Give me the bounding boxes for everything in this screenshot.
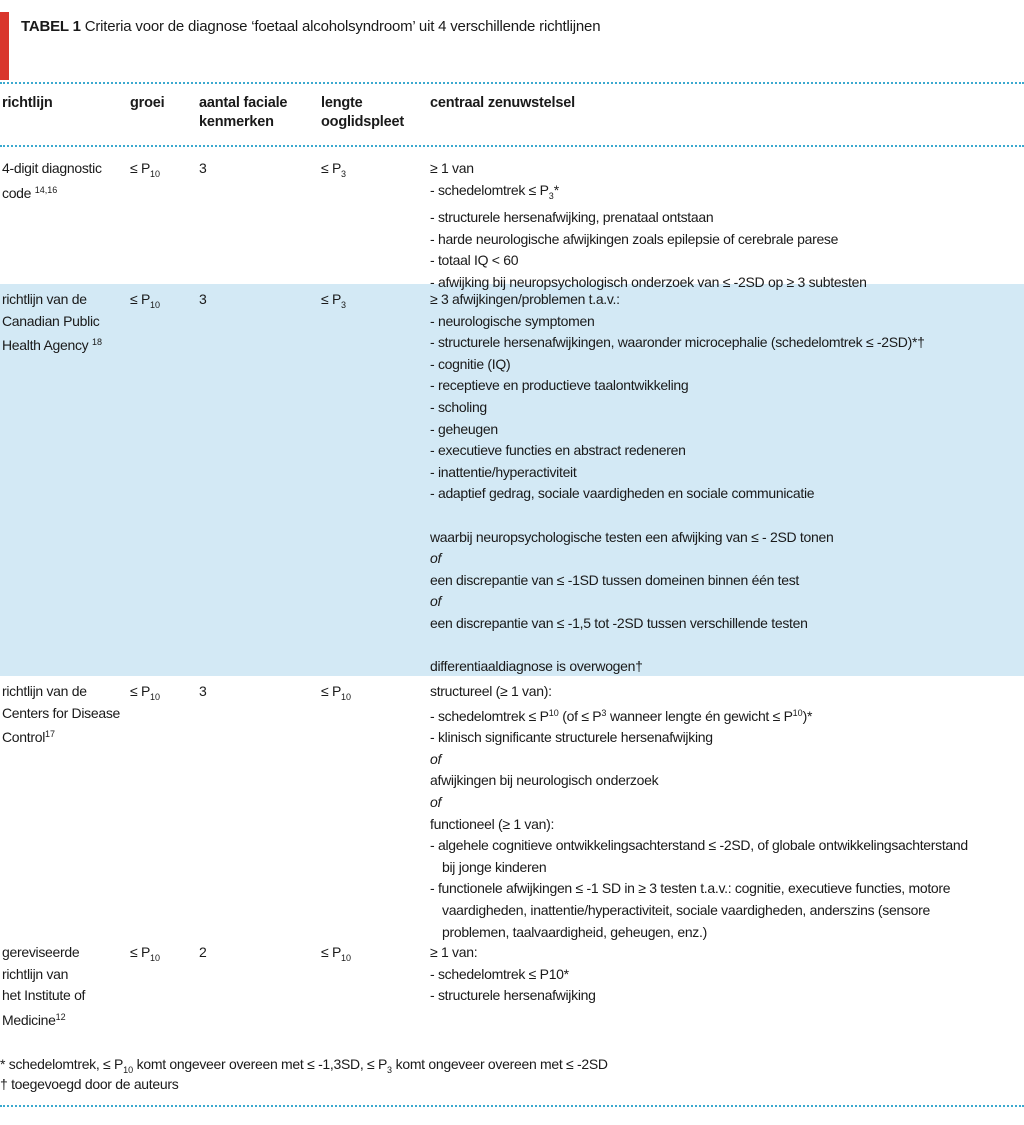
header-czs: centraal zenuwstelsel: [430, 95, 575, 111]
header-faciale: aantal faciale kenmerken: [199, 95, 288, 130]
row1-faciale: 3: [199, 160, 207, 176]
table-label: TABEL 1: [21, 18, 81, 35]
row2-czs: ≥ 3 afwijkingen/problemen t.a.v.: - neurologische symptomen - structurele hersenafwijkingen, waaronder microcephalie (schedelomtrek ≤ -2SD)*† - cognitie (IQ) - receptieve en productieve taalontwikkeling - scholing - geheugen - executieve functies en abstract redeneren - inattentie/hyperactiviteit - adaptief gedrag, sociale vaardigheden en sociale communicatie waarbij neuropsychologische testen een afwijking van ≤ - 2SD tonen of een discrepantie van ≤ -1SD tussen domeinen binnen één test of een discrepantie van ≤ -1,5 tot -2SD tussen verschillende testen differentiaaldiagnose is overwogen†: [430, 291, 925, 675]
header-ooglidspleet: lengte ooglidspleet: [321, 95, 404, 130]
row2-richtlijn: richtlijn van de Canadian Public Health Agency $^{18}$: [2, 291, 102, 354]
row4-groei: ≤ $P_{10}$: [130, 944, 161, 963]
footnote-asterisk: * schedelomtrek, ≤ $P_{10}$ komt ongeveer overeen met ≤ -1,3SD, ≤ $P_3$ komt ongeveer overeen met ≤ -2SD: [0, 1056, 608, 1075]
row3-ooglidspleet: ≤ $P_{10}$: [321, 683, 352, 702]
row3-richtlijn: richtlijn van de Centers for Disease Control$^{17}$: [2, 683, 121, 746]
divider-top: [0, 82, 1024, 84]
row1-ooglidspleet: ≤ $P_3$: [321, 160, 347, 179]
footnote-dagger: † toegevoegd door de auteurs: [0, 1076, 179, 1092]
row4-czs: ≥ 1 van: - schedelomtrek ≤ P10* - structurele hersenafwijking: [430, 944, 596, 1004]
row1-richtlijn: 4-digit diagnostic code $^{14,16}$: [2, 160, 102, 201]
row3-faciale: 3: [199, 683, 207, 699]
title-accent-bar: [0, 12, 9, 80]
row1-czs: ≥ 1 van - schedelomtrek ≤ $P_3*$ - structurele hersenafwijking, prenataal ontstaan - harde neurologische afwijkingen zoals epilepsie of cerebrale parese - totaal IQ < 60 - afwijking bij neuropsychologisch onderzoek van ≤ -2SD op ≥ 3 subtesten: [430, 160, 867, 290]
header-groei: groei: [130, 95, 165, 111]
row4-faciale: 2: [199, 944, 207, 960]
row3-groei: ≤ $P_{10}$: [130, 683, 161, 702]
row4-richtlijn: gereviseerde richtlijn van het Institute of Medicine$^{12}$: [2, 944, 86, 1028]
row3-czs: structureel (≥ 1 van): - schedelomtrek ≤ $P^{10}$ ($of \le P^3$ wanneer lengte én gewicht ≤ $P^{10})*$ - klinisch significante structurele hersenafwijking of afwijkingen bij neurologisch onderzoek of functioneel (≥ 1 van): - algehele cognitieve ontwikkelingsachterstand ≤ -2SD, of globale ontwikkelingsachterstand bij jonge kinderen - functionele afwijkingen ≤ -1 SD in ≥ 3 testen t.a.v.: cognitie, executieve functies, motore vaardigheden, inattentie/hyperactiviteit, sociale vaardigheden, anderszins (sensore problemen, taalvaardigheid, geheugen, enz.): [430, 683, 968, 940]
divider-header: [0, 145, 1024, 147]
row2-faciale: 3: [199, 291, 207, 307]
row2-ooglidspleet: ≤ $P_3$: [321, 291, 347, 310]
row2-groei: ≤ $P_{10}$: [130, 291, 161, 310]
header-richtlijn: richtlijn: [2, 95, 53, 111]
table-caption: Criteria voor de diagnose ‘foetaal alcoholsyndroom’ uit 4 verschillende richtlijnen: [84, 18, 601, 35]
row4-ooglidspleet: ≤ $P_{10}$: [321, 944, 352, 963]
row1-groei: ≤ $P_{10}$: [130, 160, 161, 179]
table-title: [21, 18, 600, 35]
divider-bottom: [0, 1105, 1024, 1107]
